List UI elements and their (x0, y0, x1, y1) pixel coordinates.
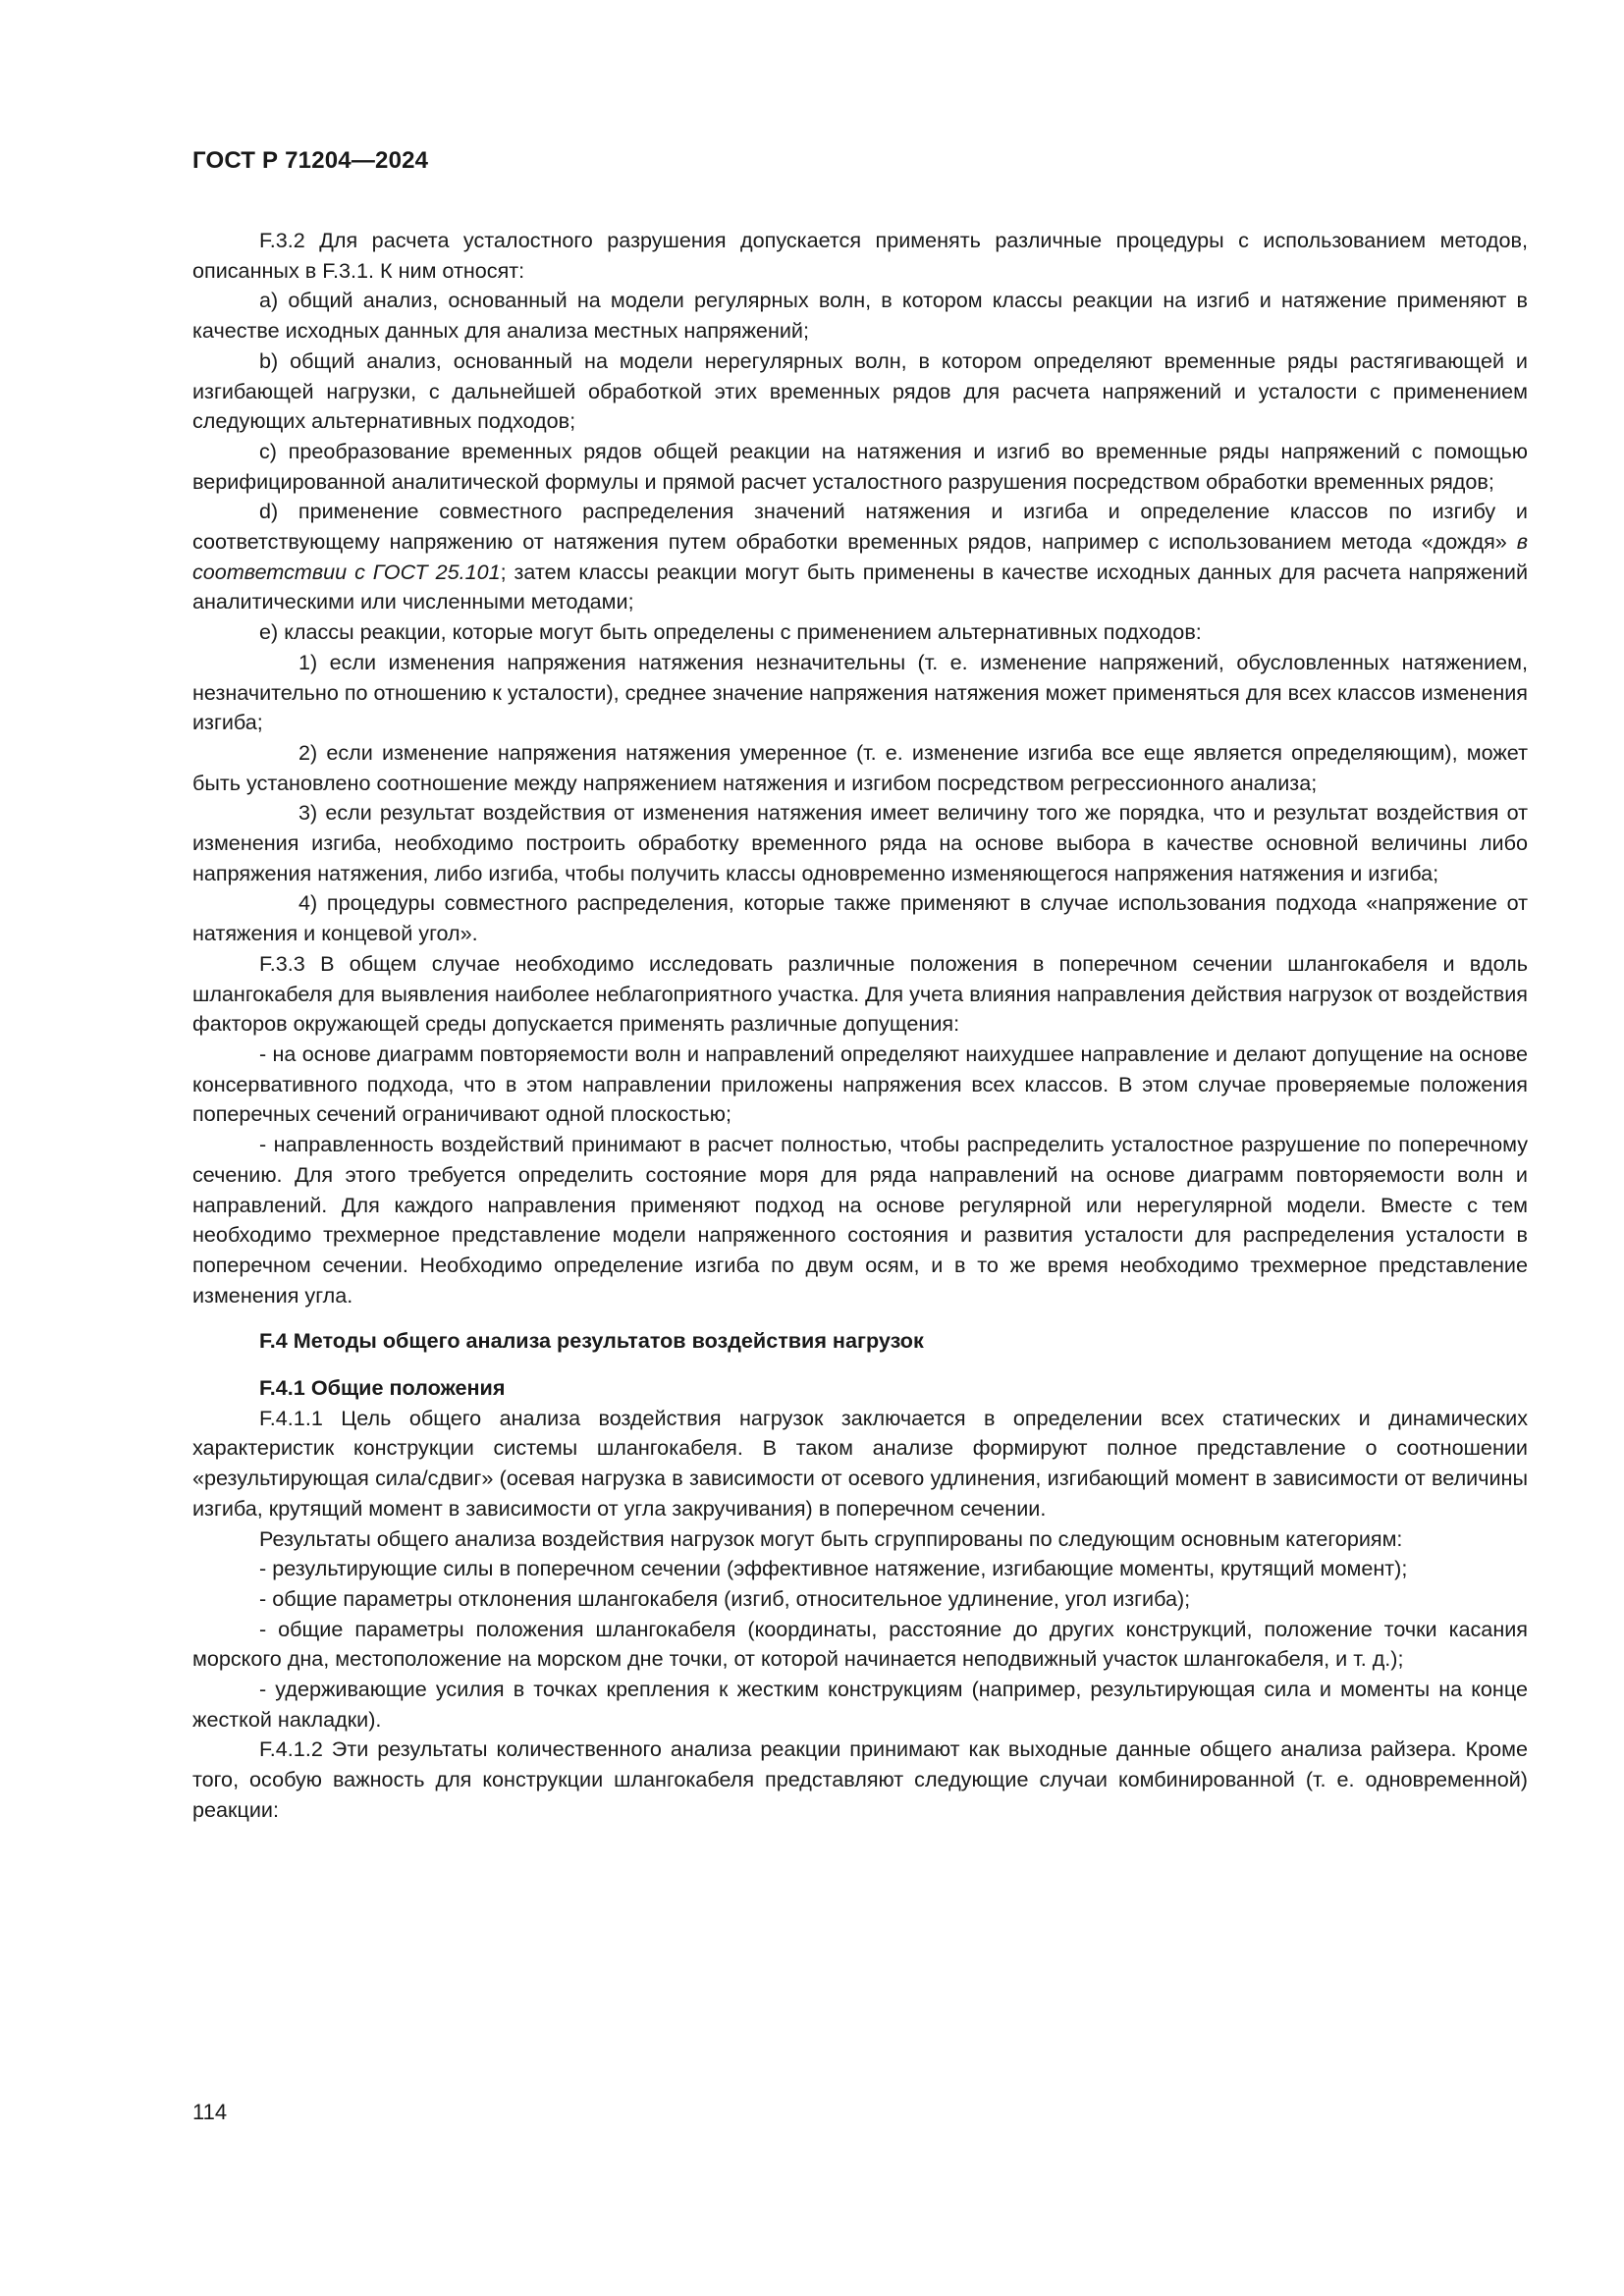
item-d-text-start: d) применение совместного распределения значений натяжения и изгиба и определение классов по изгибу и соответствующему напряжению от натяжения путем обработки временных рядов, например с использованием метода «дождя» (192, 499, 1528, 555)
page-number: 114 (192, 2100, 228, 2124)
paragraph-f32-item-d (192, 497, 1528, 617)
paragraph-f411-dash-3: - общие параметры положения шлангокабеля (координаты, расстояние до других конструкций, положение точки касания морского дна, местоположение на морском дне точки, от которой начинается неподвижный участок шлангокабеля, и т. д.); (192, 1616, 1528, 1672)
paragraph-f32-intro: F.3.2 Для расчета усталостного разрушения допускается применять различные процедуры с использованием методов, описанных в F.3.1. К ним относят: (192, 228, 1528, 283)
paragraph-f33-dash-1: - на основе диаграмм повторяемости волн и направлений определяют наихудшее направление и делают допущение на основе консервативного подхода, что в этом направлении приложены напряжения всех классов. В этом случае проверяемые положения поперечных сечений ограничивают одной плоскостью; (192, 1041, 1528, 1127)
paragraph-f411-dash-4: - удерживающие усилия в точках крепления к жестким конструкциям (например, результирующая сила и моменты на конце жесткой накладки). (192, 1677, 1528, 1732)
gost-reference: в соответствии с ГОСТ 25.101 (192, 529, 1528, 584)
section-heading-f41: F.4.1 Общие положения (259, 1375, 506, 1401)
paragraph-f32-item-e3: 3) если результат воздействия от изменения натяжения имеет величину того же порядка, что и результат воздействия от изменения изгиба, необходимо построить обработку временного ряда на основе выбора в качестве основной величины либо напряжения натяжения, либо изгиба, чтобы получить классы одновременно изменяющегося напряжения натяжения и изгиба; (192, 800, 1528, 885)
paragraph-f411-results: Результаты общего анализа воздействия нагрузок могут быть сгруппированы по следующим основным категориям: (259, 1525, 1403, 1551)
item-d-text-end: ; затем классы реакции могут быть применены в качестве исходных данных для расчета напряжений аналитическими или численными методами; (192, 559, 1529, 614)
paragraph-f32-item-c: c) преобразование временных рядов общей реакции на натяжения и изгиб во временные ряды напряжений с помощью верифицированной аналитической формулы и прямой расчет усталостного разрушения посредством обработки временных рядов; (192, 438, 1528, 494)
paragraph-f32-item-e4: 4) процедуры совместного распределения, которые также применяют в случае использования подхода «напряжение от натяжения и концевой угол». (192, 890, 1528, 946)
paragraph-f33-intro: F.3.3 В общем случае необходимо исследовать различные положения в поперечном сечении шлангокабеля и вдоль шлангокабеля для выявления наиболее неблагоприятного участка. Для учета влияния направления действия нагрузок от воздействия факторов окружающей среды допускается применять различные допущения: (192, 950, 1528, 1037)
paragraph-f411-dash-2: - общие параметры отклонения шлангокабеля (изгиб, относительное удлинение, угол изгиба); (259, 1585, 1191, 1611)
paragraph-f411-dash-1: - результирующие силы в поперечном сечении (эффективное натяжение, изгибающие моменты, крутящий момент); (259, 1556, 1408, 1581)
paragraph-f411: F.4.1.1 Цель общего анализа воздействия нагрузок заключается в определении всех статических и динамических характеристик конструкции системы шлангокабеля. В таком анализе формируют полное представление о соотношении «результирующая сила/сдвиг» (осевая нагрузка в зависимости от осевого удлинения, изгибающий момент в зависимости от величины изгиба, крутящий момент в зависимости от угла закручивания) в поперечном сечении. (192, 1405, 1528, 1521)
paragraph-f32-item-e: e) классы реакции, которые могут быть определены с применением альтернативных подходов: (259, 619, 1202, 645)
paragraph-f412: F.4.1.2 Эти результаты количественного анализа реакции принимают как выходные данные общего анализа райзера. Кроме того, особую важность для конструкции шлангокабеля представляют следующие случаи комбинированной (т. е. одновременной) реакции: (192, 1736, 1528, 1822)
document-body (192, 226, 1528, 1826)
paragraph-f32-item-a: a) общий анализ, основанный на модели регулярных волн, в котором классы реакции на изгиб и натяжение применяют в качестве исходных данных для анализа местных напряжений; (192, 288, 1528, 344)
paragraph-f32-item-e2: 2) если изменение напряжения натяжения умеренное (т. е. изменение изгиба все еще является определяющим), может быть установлено соотношение между напряжением натяжения и изгибом посредством регрессионного анализа; (192, 739, 1528, 795)
section-heading-f4: F.4 Методы общего анализа результатов воздействия нагрузок (259, 1328, 924, 1354)
document-standard-header: ГОСТ Р 71204—2024 (192, 147, 429, 174)
paragraph-f33-dash-2: - направленность воздействий принимают в расчет полностью, чтобы распределить усталостное разрушение по поперечному сечению. Для этого требуется определить состояние моря для ряда направлений на основе диаграмм повторяемости волн и направлений. Для каждого направления применяют подход на основе регулярной или нерегулярной модели. Вместе с тем необходимо трехмерное представление модели напряженного состояния и развития усталости для распределения усталости в поперечном сечении. Необходимо определение изгиба по двум осям, и в то же время необходимо трехмерное представление изменения угла. (192, 1132, 1528, 1308)
paragraph-f32-item-b: b) общий анализ, основанный на модели нерегулярных волн, в котором определяют временные ряды растягивающей и изгибающей нагрузки, с дальнейшей обработкой этих временных рядов для расчета напряжений и усталости с применением следующих альтернативных подходов; (192, 347, 1528, 434)
paragraph-f32-item-e1: 1) если изменения напряжения натяжения незначительны (т. е. изменение напряжений, обусловленных натяжением, незначительно по отношению к усталости), среднее значение напряжения натяжения может применяться для всех классов изменения изгиба; (192, 649, 1528, 735)
